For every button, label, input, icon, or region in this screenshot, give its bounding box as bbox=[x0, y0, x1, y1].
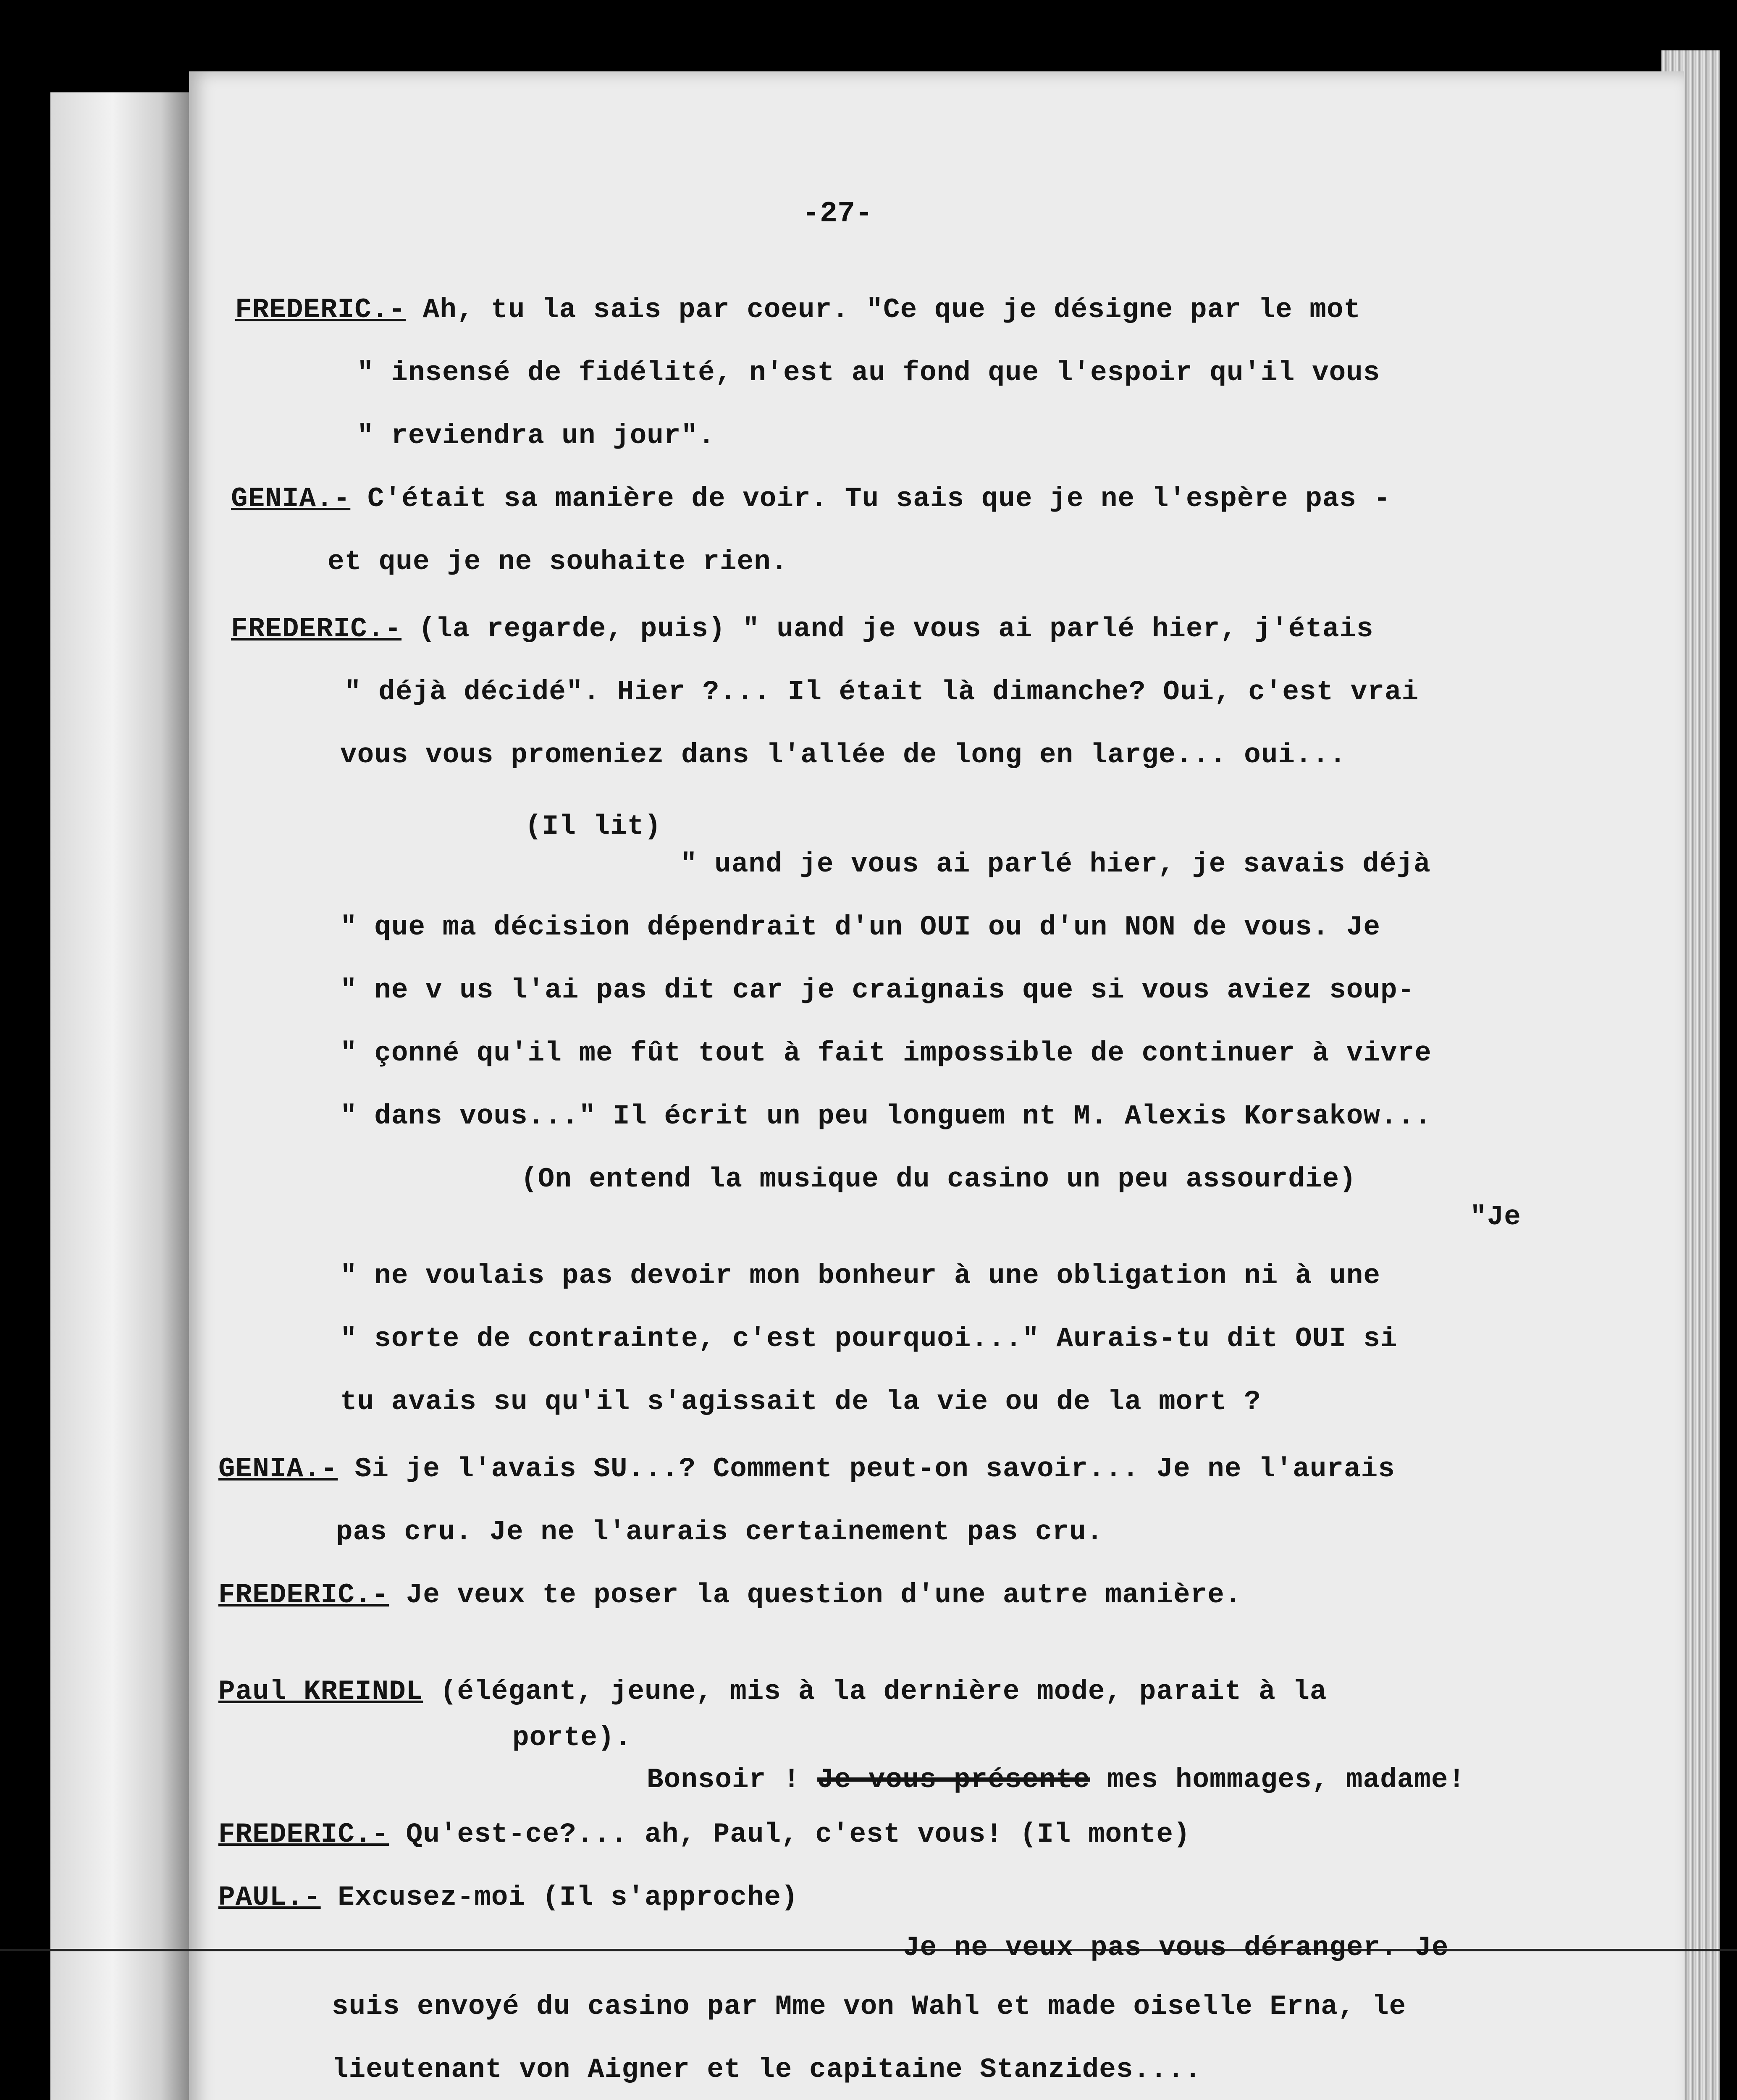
dialogue-text: " ne voulais pas devoir mon bonheur à une obligation ni à une bbox=[340, 1260, 1380, 1292]
dialogue-text: (élégant, jeune, mis à la dernière mode, parait à la bbox=[423, 1676, 1327, 1707]
dialogue-text: " que ma décision dépendrait d'un OUI ou d'un NON de vous. Je bbox=[340, 911, 1380, 943]
script-line bbox=[340, 1100, 1432, 1132]
speaker-name: Paul KREINDL bbox=[218, 1676, 423, 1707]
script-line bbox=[1470, 1201, 1521, 1233]
dialogue-text: lieutenant von Aigner et le capitaine Stanzides.... bbox=[332, 2054, 1202, 2085]
speaker-name: FREDERIC.- bbox=[218, 1579, 389, 1611]
script-line bbox=[332, 2054, 1202, 2085]
script-line bbox=[231, 613, 1374, 645]
script-line bbox=[647, 1764, 1465, 1796]
dialogue-text: Ah, tu la sais par coeur. "Ce que je désigne par le mot bbox=[406, 294, 1361, 326]
dialogue-text: Je ne veux pas vous déranger. Je bbox=[903, 1932, 1449, 1964]
dialogue-text: " uand je vous ai parlé hier, je savais déjà bbox=[680, 848, 1431, 880]
script-line bbox=[328, 546, 788, 578]
script-line bbox=[336, 1516, 1103, 1548]
script-line bbox=[340, 974, 1414, 1006]
dialogue-text: suis envoyé du casino par Mme von Wahl et made oiselle Erna, le bbox=[332, 1991, 1406, 2022]
dialogue-text: Si je l'avais SU...? Comment peut-on savoir... Je ne l'aurais bbox=[338, 1453, 1395, 1485]
script-line bbox=[218, 1676, 1327, 1707]
dialogue-text: " çonné qu'il me fût tout à fait impossible de continuer à vivre bbox=[340, 1037, 1432, 1069]
dialogue-text: Je veux te poser la question d'une autre manière. bbox=[389, 1579, 1242, 1611]
dialogue-text: " déjà décidé". Hier ?... Il était là dimanche? Oui, c'est vrai bbox=[344, 676, 1419, 708]
page-number: -27- bbox=[802, 197, 873, 231]
script-line bbox=[231, 483, 1391, 514]
dialogue-text: pas cru. Je ne l'aurais certainement pas cru. bbox=[336, 1516, 1104, 1548]
dialogue-text: vous vous promeniez dans l'allée de long en large... oui... bbox=[340, 739, 1346, 771]
script-line bbox=[235, 294, 1361, 326]
dialogue-text: " sorte de contrainte, c'est pourquoi..." Aurais-tu dit OUI si bbox=[340, 1323, 1398, 1354]
speaker-name: PAUL.- bbox=[218, 1882, 321, 1913]
script-line bbox=[357, 357, 1380, 388]
dialogue-text: Excusez-moi (Il s'approche) bbox=[320, 1882, 798, 1913]
struck-text: Je vous présente bbox=[817, 1764, 1090, 1796]
script-line bbox=[218, 1453, 1395, 1485]
dialogue-text: et que je ne souhaite rien. bbox=[328, 546, 788, 578]
dialogue-text: C'était sa manière de voir. Tu sais que je ne l'espère pas - bbox=[350, 483, 1391, 514]
speaker-name: FREDERIC.- bbox=[218, 1819, 389, 1850]
dialogue-text: " insensé de fidélité, n'est au fond que l'espoir qu'il vous bbox=[357, 357, 1380, 388]
script-line bbox=[357, 420, 715, 452]
script-line bbox=[344, 676, 1419, 708]
binding-strip bbox=[50, 92, 189, 2100]
dialogue-text: (On entend la musique du casino un peu assourdie) bbox=[521, 1163, 1357, 1195]
script-line bbox=[340, 739, 1346, 771]
dialogue-text: Bonsoir ! bbox=[647, 1764, 818, 1796]
dialogue-text: tu avais su qu'il s'agissait de la vie ou de la mort ? bbox=[340, 1386, 1261, 1418]
script-line bbox=[903, 1932, 1448, 1964]
script-line bbox=[340, 1323, 1398, 1354]
dialogue-text: porte). bbox=[512, 1722, 632, 1754]
script-line bbox=[340, 1037, 1432, 1069]
script-line bbox=[680, 848, 1431, 880]
script-line bbox=[525, 811, 661, 842]
dialogue-text: (la regarde, puis) " uand je vous ai parlé hier, j'étais bbox=[401, 613, 1374, 645]
script-line bbox=[332, 1991, 1406, 2022]
script-line bbox=[340, 1386, 1261, 1418]
speaker-name: FREDERIC.- bbox=[235, 294, 406, 326]
script-line bbox=[340, 911, 1380, 943]
dialogue-text-continued: mes hommages, madame! bbox=[1090, 1764, 1466, 1796]
script-line bbox=[340, 1260, 1380, 1292]
dialogue-text: Qu'est-ce?... ah, Paul, c'est vous! (Il monte) bbox=[389, 1819, 1191, 1850]
dialogue-text: " dans vous..." Il écrit un peu longuem nt M. Alexis Korsakow... bbox=[340, 1100, 1432, 1132]
script-line bbox=[512, 1722, 632, 1754]
dialogue-text: (Il lit) bbox=[525, 811, 661, 842]
scan-fold-line bbox=[0, 1949, 1737, 1951]
script-line bbox=[218, 1579, 1241, 1611]
script-line bbox=[521, 1163, 1357, 1195]
speaker-name: GENIA.- bbox=[231, 483, 351, 514]
script-line bbox=[218, 1882, 798, 1913]
dialogue-text: " ne v us l'ai pas dit car je craignais que si vous aviez soup- bbox=[340, 974, 1415, 1006]
speaker-name: GENIA.- bbox=[218, 1453, 338, 1485]
script-line bbox=[218, 1819, 1191, 1850]
speaker-name: FREDERIC.- bbox=[231, 613, 402, 645]
dialogue-text: "Je bbox=[1470, 1201, 1521, 1233]
dialogue-text: " reviendra un jour". bbox=[357, 420, 715, 452]
